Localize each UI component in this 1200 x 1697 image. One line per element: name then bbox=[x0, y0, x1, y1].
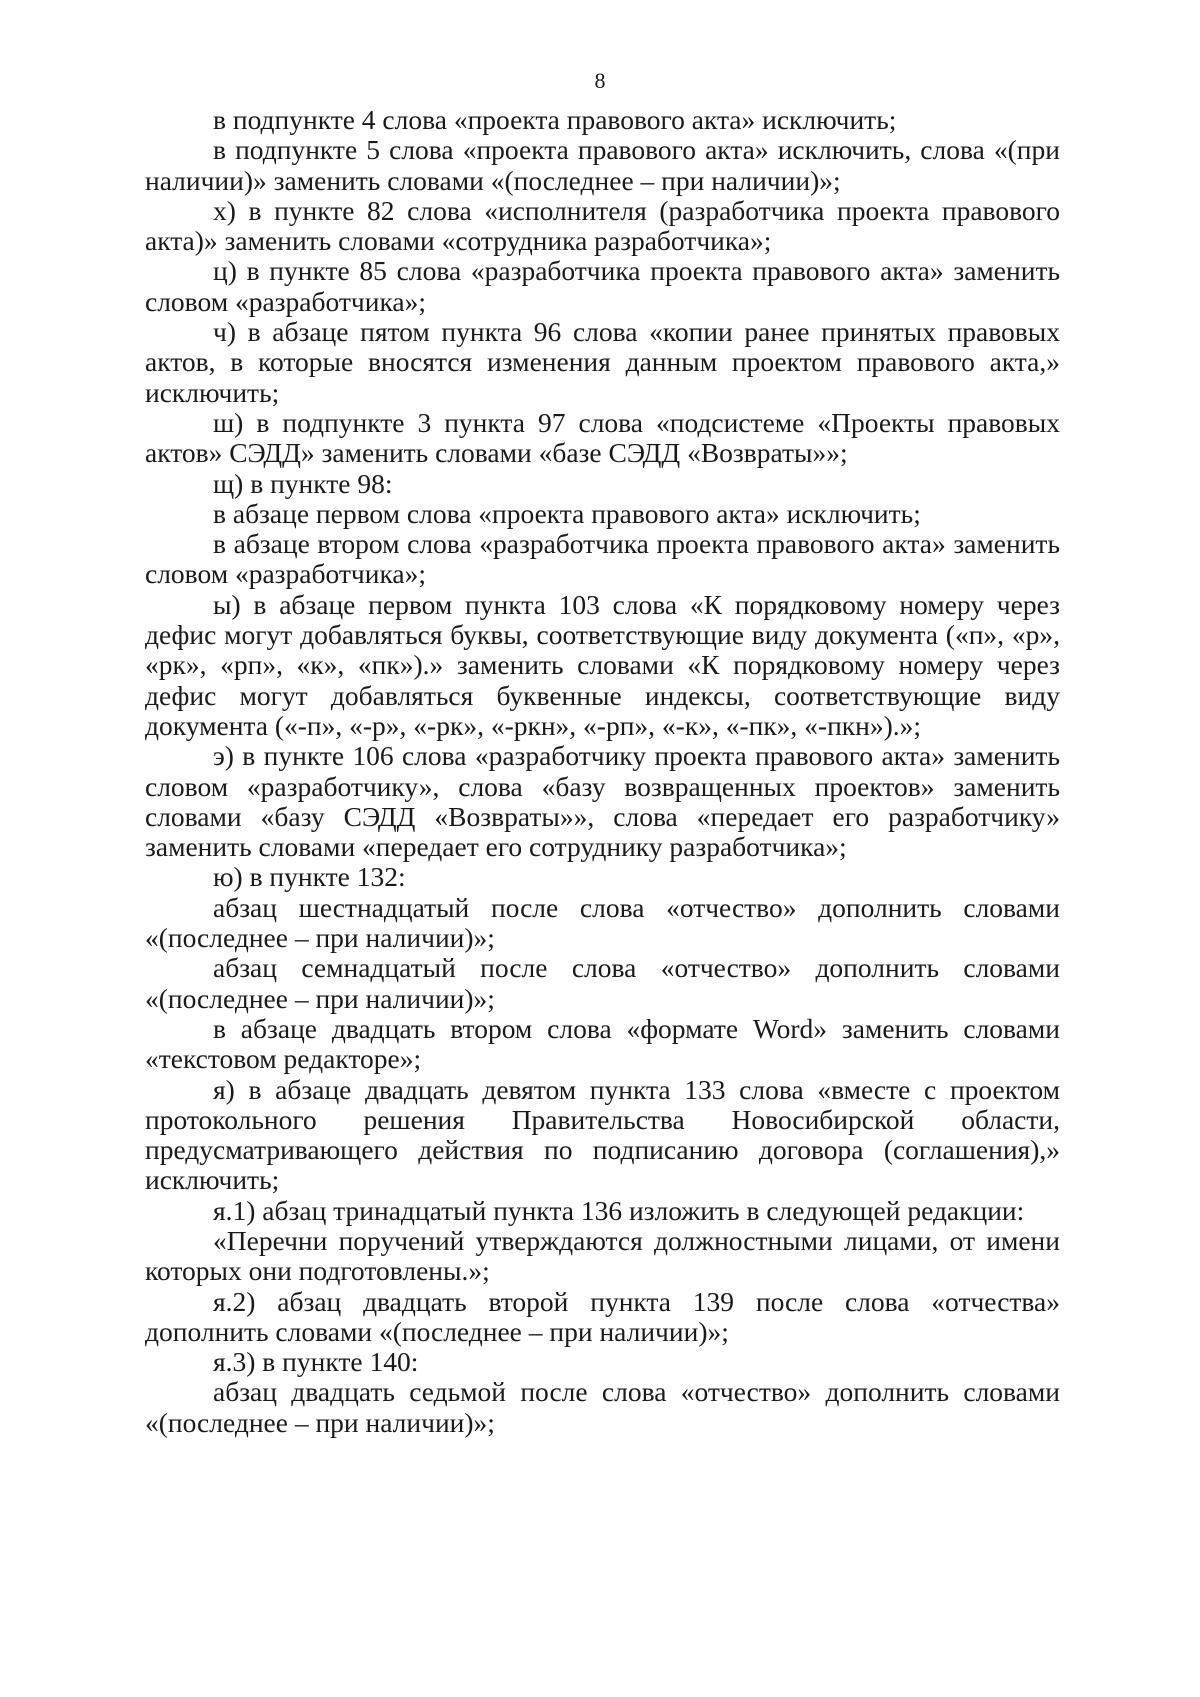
paragraph: я) в абзаце двадцать девятом пункта 133 слова «вместе с проектом протокольного решения Правительства Новосибирской области, предусматривающего действия по подписанию договора (соглашения),» исключить; bbox=[145, 1073, 1060, 1196]
paragraph: в абзаце втором слова «разработчика проекта правового акта» заменить словом «разработчика»; bbox=[145, 528, 1060, 590]
paragraph: я.3) в пункте 140: bbox=[213, 1346, 419, 1378]
paragraph: «Перечни поручений утверждаются должностными лицами, от имени которых они подготовлены.»; bbox=[145, 1224, 1060, 1287]
paragraph: абзац семнадцатый после слова «отчество» дополнить словами «(последнее – при наличии)»; bbox=[145, 952, 1060, 1014]
paragraph: ч) в абзаце пятом пункта 96 слова «копии ранее принятых правовых актов, в которые вносятся изменения данным проектом правового акта,» исключить; bbox=[145, 316, 1060, 408]
paragraph: щ) в пункте 98: bbox=[213, 467, 393, 499]
paragraph: ю) в пункте 132: bbox=[213, 861, 406, 893]
paragraph: в абзаце первом слова «проекта правового акта» исключить; bbox=[213, 497, 921, 529]
paragraph: я.1) абзац тринадцатый пункта 136 изложить в следующей редакции: bbox=[213, 1194, 1025, 1226]
paragraph: ц) в пункте 85 слова «разработчика проекта правового акта» заменить словом «разработчика»; bbox=[145, 255, 1060, 317]
paragraph: абзац шестнадцатый после слова «отчество» дополнить словами «(последнее – при наличии)»; bbox=[145, 891, 1060, 954]
paragraph: э) в пункте 106 слова «разработчику проекта правового акта» заменить словом «разработчику», слова «базу возвращенных проектов» заменить словами «базу СЭДД «Возвраты»», слова «передает его разработчику» заменить словами «передает его сотруднику разработчика»; bbox=[145, 740, 1060, 863]
paragraph: в абзаце двадцать втором слова «формате Word» заменить словами «текстовом редакторе»; bbox=[145, 1012, 1060, 1075]
paragraph: я.2) абзац двадцать второй пункта 139 после слова «отчества» дополнить словами «(последнее – при наличии)»; bbox=[145, 1285, 1060, 1347]
paragraph: в подпункте 4 слова «проекта правового акта» исключить; bbox=[213, 104, 897, 135]
page-number: 8 bbox=[594, 68, 606, 93]
paragraph: ш) в подпункте 3 пункта 97 слова «подсистеме «Проекты правовых актов» СЭДД» заменить словами «базе СЭДД «Возвраты»»; bbox=[145, 406, 1060, 469]
paragraph: ы) в абзаце первом пункта 103 слова «К порядковому номеру через дефис могут добавляться буквы, соответствующие виду документа («п», «р», «рк», «рп», «к», «пк»).» заменить словами «К порядковому номеру через дефис могут добавляться буквенные индексы, соответствующие виду документа («-п», «-р», «-рк», «-ркн», «-рп», «-к», «-пк», «-пкн»).»; bbox=[145, 588, 1060, 741]
document-body bbox=[145, 105, 1060, 1438]
paragraph: в подпункте 5 слова «проекта правового акта» исключить, слова «(при наличии)» заменить словами «(последнее – при наличии)»; bbox=[145, 134, 1060, 196]
paragraph: абзац двадцать седьмой после слова «отчество» дополнить словами «(последнее – при наличии)»; bbox=[145, 1376, 1060, 1438]
paragraph: х) в пункте 82 слова «исполнителя (разработчика проекта правового акта)» заменить словами «сотрудника разработчика»; bbox=[145, 194, 1060, 257]
